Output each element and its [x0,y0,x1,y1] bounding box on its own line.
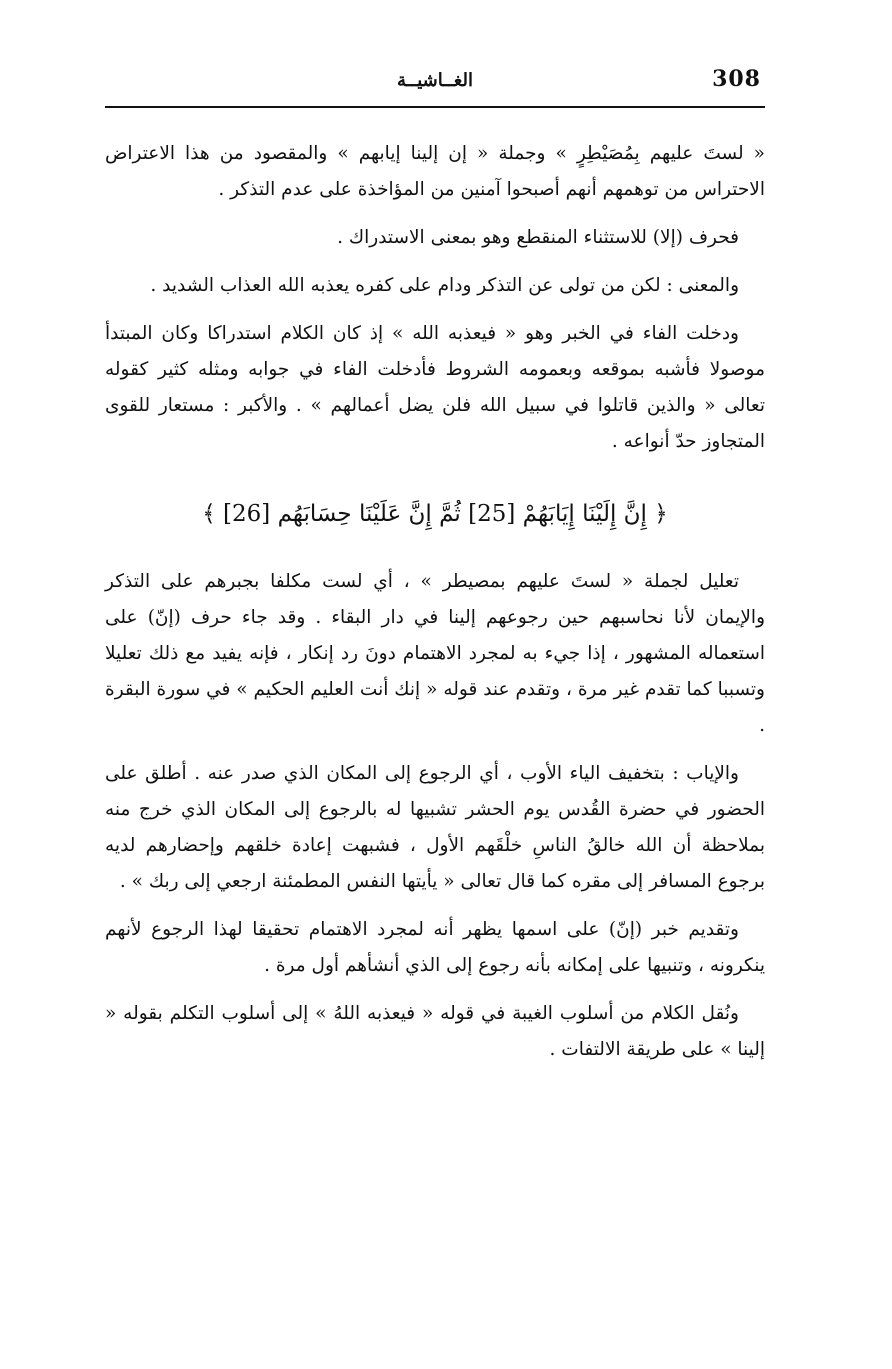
quran-verse: ﴿ إِنَّ إِلَيْنَا إِيَابَهُمْ [25] ثُمَّ إِنَّ عَلَيْنَا حِسَابَهُم [26] ﴾ [202,501,668,527]
paragraph: تعليل لجملة « لستَ عليهم بمصيطر » ، أي لست مكلفا بجبرهم على التذكر والإيمان لأنا نحاسبهم حين رجوعهم إلينا في دار البقاء . وقد جاء حرف (إنّ) على استعماله المشهور ، إذا جيء به لمجرد الاهتمام دونَ رد إنكار ، فإنه يفيد مع ذلك تعليلا وتسببا كما تقدم غير مرة ، وتقدم عند قوله « إنك أنت العليم الحكيم » في سورة البقرة . [105,571,765,736]
paragraph: « لستَ عليهم بِمُصَيْطِرٍ » وجملة « إن إلينا إيابهم » والمقصود من هذا الاعتراض الاحتراس من توهمهم أنهم أصبحوا آمنين من المؤاخذة على عدم التذكر . [105,143,765,200]
paragraph: وتقديم خبر (إنّ) على اسمها يظهر أنه لمجرد الاهتمام تحقيقا لهذا الرجوع لأنهم ينكرونه ، وتنبيها على إمكانه بأنه رجوع إلى الذي أنشأهم أول مرة . [105,919,765,976]
book-page [105,60,765,1340]
paragraph: ونُقل الكلام من أسلوب الغيبة في قوله « فيعذبه اللهُ » إلى أسلوب التكلم بقوله « إلينا » على طريقة الالتفات . [105,1003,765,1060]
page-header [105,60,765,108]
paragraph: والإياب : بتخفيف الياء الأوب ، أي الرجوع إلى المكان الذي صدر عنه . أطلق على الحضور في حضرة القُدس يوم الحشر تشبيها له بالرجوع إلى المكان الذي خرج منه بملاحظة أن الله خالقُ الناسِ خلْقَهم الأول ، فشبهت إعادة خلقهم وإحضارهم لديه برجوع المسافر إلى مقره كما قال تعالى « يأيتها النفس المطمئنة ارجعي إلى ربك » . [105,763,765,892]
surah-title: الغــاشيــة [397,70,473,91]
paragraph: فحرف (إلا) للاستثناء المنقطع وهو بمعنى الاستدراك . [337,227,739,248]
page-body [105,136,765,1068]
page-number: 308 [712,66,761,92]
paragraph: والمعنى : لكن من تولى عن التذكر ودام على كفره يعذبه الله العذاب الشديد . [150,275,739,296]
paragraph: ودخلت الفاء في الخبر وهو « فيعذبه الله » إذ كان الكلام استدراكا وكان المبتدأ موصولا فأشبه بموقعه وبعمومه الشروط فأدخلت الفاء في جوابه ومثله كثير كقوله تعالى « والذين قاتلوا في سبيل الله فلن يضل أعمالهم » . والأكبر : مستعار للقوى المتجاوز حدّ أنواعه . [105,323,765,452]
